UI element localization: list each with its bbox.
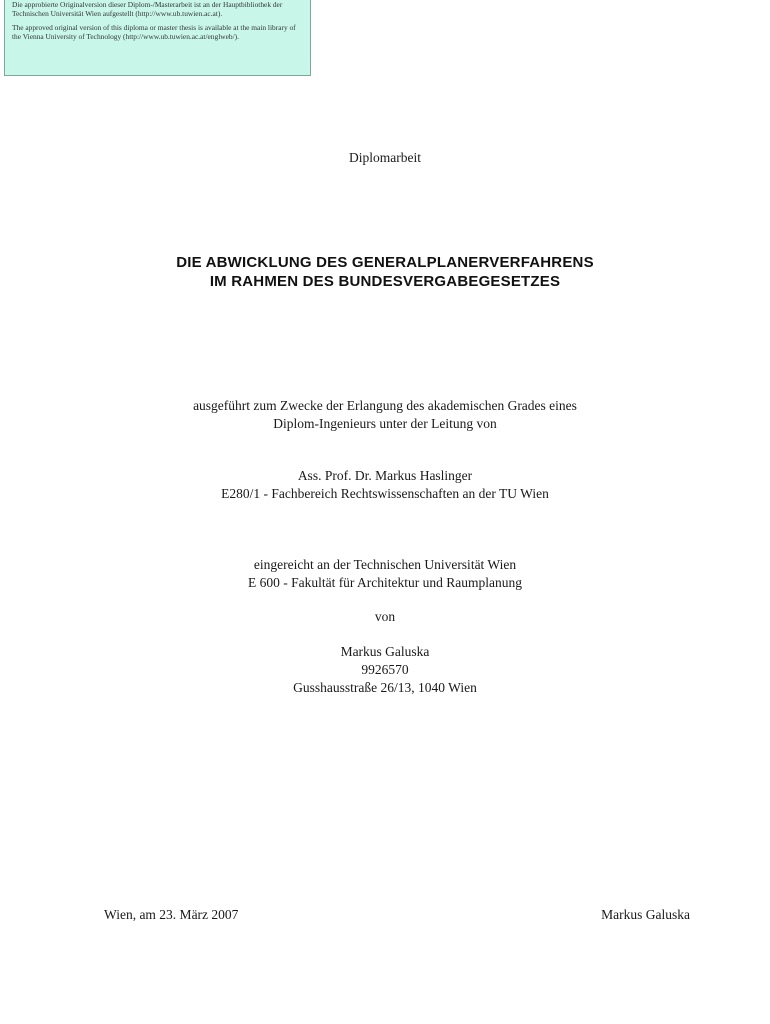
thesis-title-line-1: DIE ABWICKLUNG DES GENERALPLANERVERFAHRENS [176, 254, 594, 271]
supervisor-block [0, 467, 770, 503]
document-type: Diplomarbeit [349, 150, 421, 165]
notice-german: Die approbierte Originalversion dieser Diplom-/Masterarbeit ist an der Hauptbibliothek der Technischen Universität Wien aufgestellt (http://www.ub.tuwien.ac.at). [12, 0, 283, 18]
submission-line-2: E 600 - Fakultät für Architektur und Raumplanung [247, 575, 523, 590]
author-student-id: 9926570 [361, 662, 409, 677]
author-block [0, 643, 770, 697]
supervisor-department: E280/1 - Fachbereich Rechtswissenschaften an der TU Wien [221, 486, 549, 501]
place-date: Wien, am 23. März 2007 [104, 907, 239, 922]
submission-line-1: eingereicht an der Technischen Universität Wien [253, 557, 517, 572]
by-label: von [374, 609, 396, 624]
library-notice-box [4, 0, 311, 76]
thesis-title-line-2: IM RAHMEN DES BUNDESVERGABEGESETZES [209, 273, 561, 290]
author-name: Markus Galuska [340, 644, 430, 659]
supervisor-name: Ass. Prof. Dr. Markus Haslinger [297, 468, 473, 483]
purpose-line-1: ausgeführt zum Zwecke der Erlangung des akademischen Grades eines [193, 398, 577, 413]
submission-block [0, 556, 770, 592]
notice-english: The approved original version of this diploma or master thesis is available at the main library of the Vienna University of Technology (http://www.ub.tuwien.ac.at/englweb/). [12, 23, 296, 41]
purpose-line-2: Diplom-Ingenieurs unter der Leitung von [273, 416, 497, 431]
author-address: Gusshausstraße 26/13, 1040 Wien [293, 680, 477, 695]
signature-name: Markus Galuska [601, 907, 690, 922]
purpose-statement [0, 397, 770, 433]
thesis-title [0, 253, 770, 291]
